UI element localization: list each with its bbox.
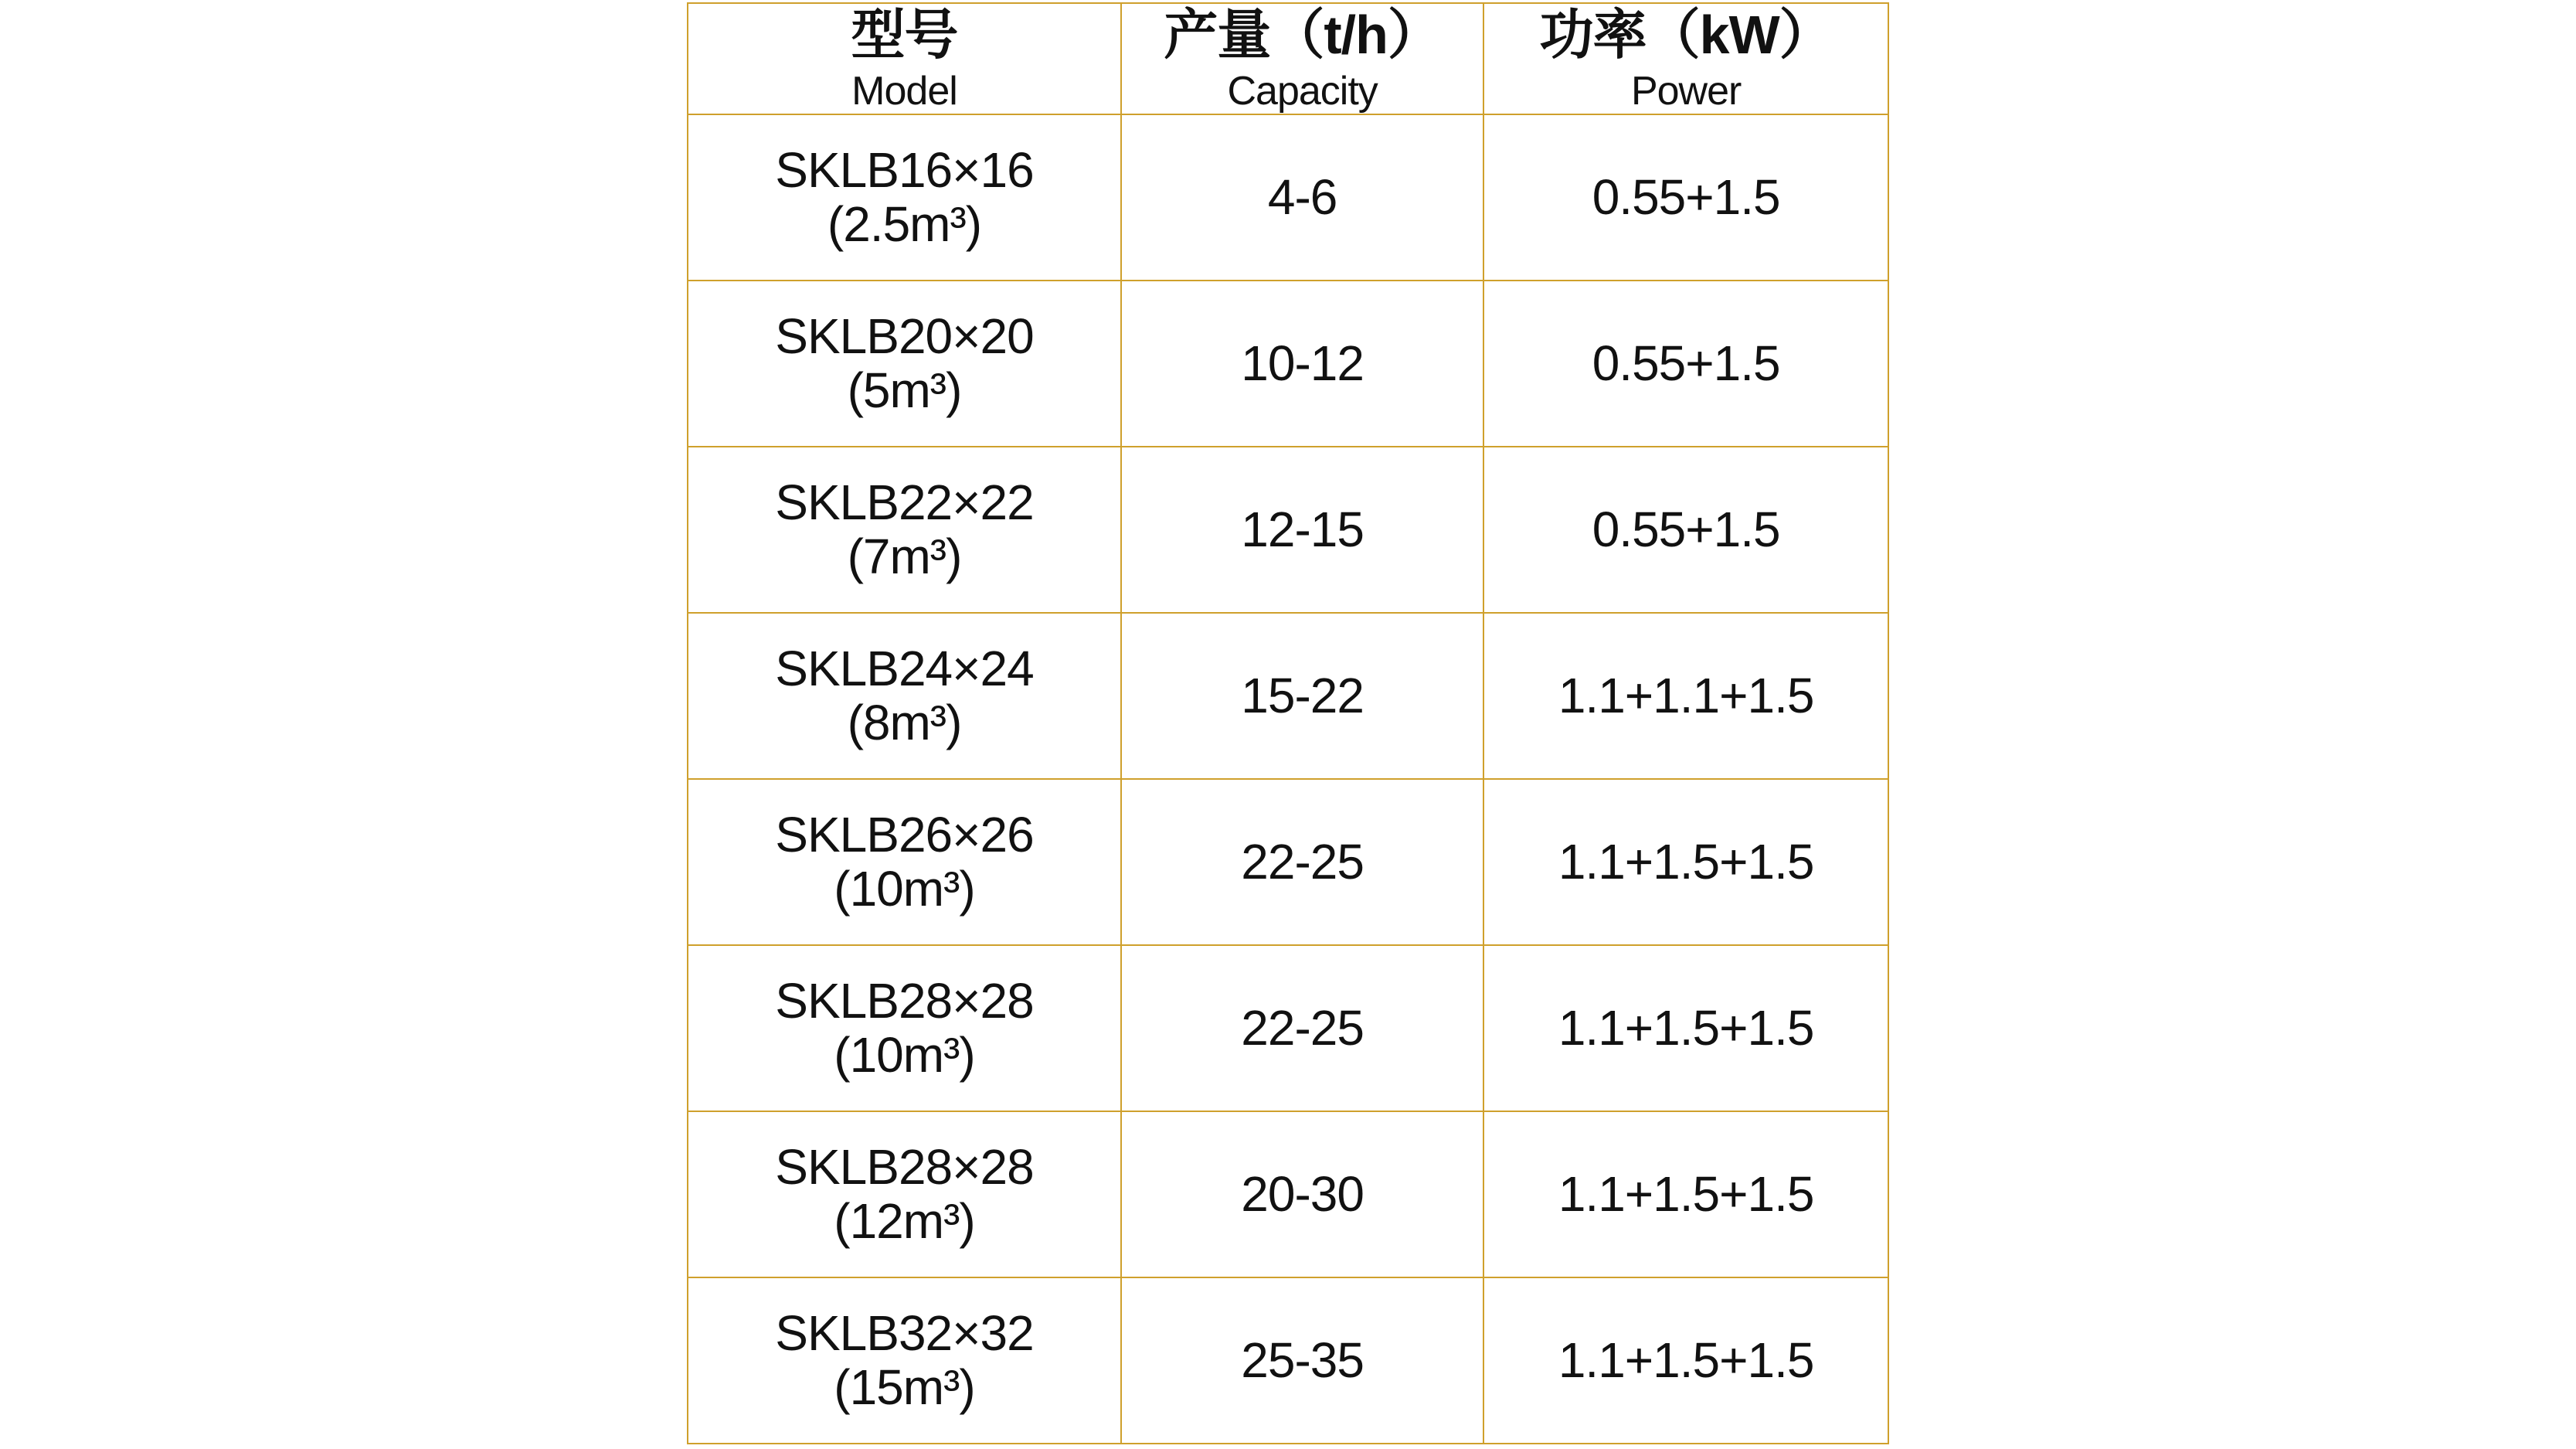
- table-row: [688, 779, 1888, 945]
- cell-capacity: 20-30: [1121, 1111, 1483, 1277]
- model-text: SKLB22×22: [775, 474, 1034, 530]
- model-text: SKLB20×20: [775, 308, 1034, 364]
- cell-model: [688, 281, 1121, 447]
- cell-capacity: 12-15: [1121, 447, 1483, 613]
- header-model-en: Model: [851, 68, 957, 114]
- table-row: [688, 447, 1888, 613]
- volume-text: (8m³): [847, 695, 962, 751]
- model-text: SKLB16×16: [775, 141, 1034, 198]
- cell-capacity: 25-35: [1121, 1277, 1483, 1444]
- cell-power: 0.55+1.5: [1483, 114, 1888, 281]
- cell-model: [688, 447, 1121, 613]
- table-row: [688, 114, 1888, 281]
- header-capacity-zh: 产量（t/h）: [1164, 5, 1441, 65]
- header-power-en: Power: [1630, 68, 1742, 114]
- volume-text: (10m³): [834, 861, 975, 917]
- header-cell-model: [688, 3, 1121, 114]
- model-text: SKLB28×28: [775, 972, 1034, 1029]
- cell-capacity: 22-25: [1121, 779, 1483, 945]
- volume-text: (10m³): [834, 1027, 975, 1083]
- cell-capacity: 15-22: [1121, 613, 1483, 779]
- model-text: SKLB28×28: [775, 1139, 1034, 1195]
- volume-text: (2.5m³): [827, 196, 982, 253]
- cell-model: [688, 1111, 1121, 1277]
- model-text: SKLB26×26: [775, 806, 1034, 862]
- cell-capacity: 4-6: [1121, 114, 1483, 281]
- volume-text: (7m³): [847, 529, 962, 585]
- header-cell-power: [1483, 3, 1888, 114]
- cell-power: 0.55+1.5: [1483, 281, 1888, 447]
- spec-table: [687, 2, 1889, 1444]
- cell-power: 1.1+1.1+1.5: [1483, 613, 1888, 779]
- volume-text: (5m³): [847, 362, 962, 419]
- cell-model: [688, 779, 1121, 945]
- cell-model: [688, 1277, 1121, 1444]
- cell-power: 1.1+1.5+1.5: [1483, 1277, 1888, 1444]
- cell-power: 1.1+1.5+1.5: [1483, 1111, 1888, 1277]
- model-text: SKLB32×32: [775, 1305, 1034, 1362]
- cell-capacity: 22-25: [1121, 945, 1483, 1111]
- cell-capacity: 10-12: [1121, 281, 1483, 447]
- model-text: SKLB24×24: [775, 640, 1034, 696]
- header-power-zh: 功率（kW）: [1539, 5, 1833, 65]
- header-row: [688, 3, 1888, 114]
- table-row: [688, 1277, 1888, 1444]
- table-row: [688, 613, 1888, 779]
- table-row: [688, 945, 1888, 1111]
- cell-power: 0.55+1.5: [1483, 447, 1888, 613]
- cell-model: [688, 114, 1121, 281]
- cell-model: [688, 945, 1121, 1111]
- cell-power: 1.1+1.5+1.5: [1483, 945, 1888, 1111]
- header-cell-capacity: [1121, 3, 1483, 114]
- cell-power: 1.1+1.5+1.5: [1483, 779, 1888, 945]
- header-model-zh: 型号: [851, 5, 958, 65]
- spec-table-container: [687, 0, 1889, 1444]
- table-row: [688, 281, 1888, 447]
- header-capacity-en: Capacity: [1227, 68, 1378, 114]
- volume-text: (15m³): [834, 1359, 975, 1416]
- cell-model: [688, 613, 1121, 779]
- volume-text: (12m³): [834, 1193, 975, 1250]
- table-row: [688, 1111, 1888, 1277]
